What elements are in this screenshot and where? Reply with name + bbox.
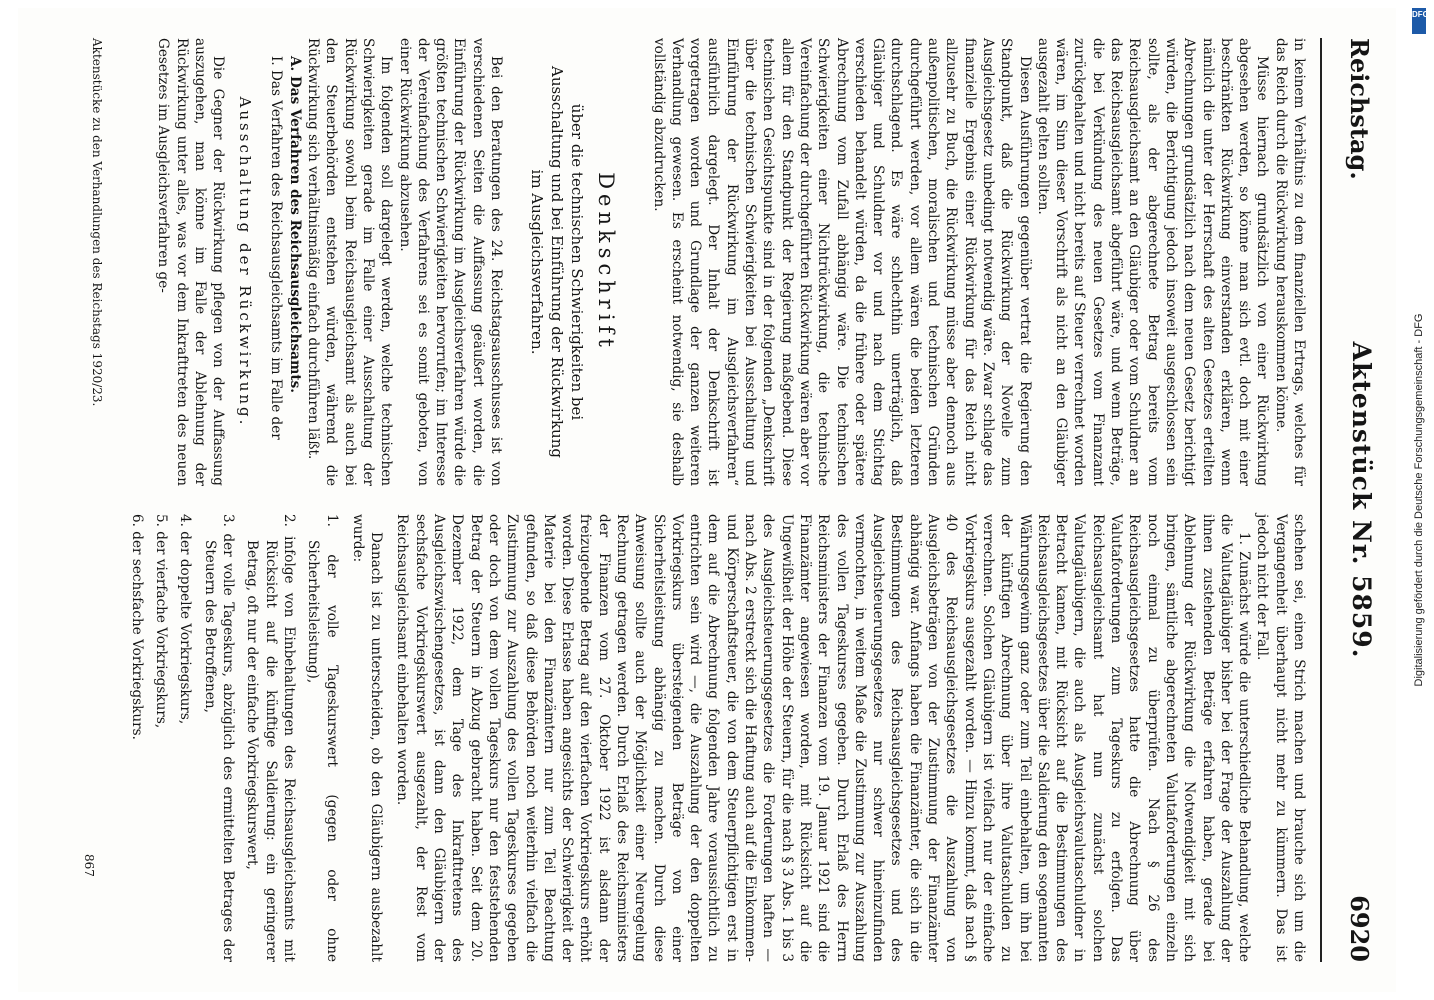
- rotated-page-content: [18, 8, 1396, 992]
- left-paragraph: in keinem Verhältnis zu dem finanziellen Ertrags, welches für das Reich durch die Rückwirkung herauskommen könne.: [1272, 38, 1307, 486]
- right-column: [122, 514, 1308, 962]
- right-paragraph: Danach ist zu unterscheiden, ob den Gläubigern ausbezahlt wurde:: [349, 514, 385, 962]
- list-item: 5. der vierfache Vorkriegskurs,: [153, 514, 170, 729]
- denkschrift-title: Denkschrift: [594, 172, 619, 352]
- payout-list: [128, 514, 341, 962]
- left-paragraph: Die Gegner der Rückwirkung pflegen von der Auffassung auszugehen, man könne im Falle der Ablehnung der Rückwirkung unter alles, was vor dem Inkrafttreten des neuen Gesetzes im Ausgleichsverfahren ge-: [155, 38, 227, 486]
- header-page-number: 6920: [1345, 895, 1374, 962]
- scanned-page: [18, 8, 1396, 992]
- list-item: 2. infolge von Einbehaltungen des Reichsausgleichsamts mit Rücksicht auf die künftige Saldierung: ein geringerer Betrag, oft nur der einfache Vorkriegskurswert,: [244, 514, 297, 962]
- dfg-logo: DFG: [1412, 8, 1426, 34]
- section-a-heading: A. Das Verfahren des Reichsausgleichsamts.: [286, 56, 303, 394]
- list-item: 6. der sechsfache Vorkriegskurs.: [128, 514, 145, 740]
- left-paragraph: Müsse hiernach grundsätzlich von einer Rückwirkung abgesehen werden, so könne man sich evtl. doch mit einer beschränkten Rückwirkung einverstanden erklären, wenn nämlich die unter der Herrschaft des alten Gesetzes erteilten Abrechnungen grundsätzlich nach dem neuen Gesetz berichtigt würden, die Berichtigung jedoch insoweit ausgeschlossen sein sollte, als der abgerechnete Betrag bereits vom Reichsausgleichsamt an den Gläubiger oder vom Schuldner an das Reichsausgleichsamt abgeführt wäre, und wenn Beträge, die bei Verkündung des neuen Gesetzes vom Finanzamt zurückgehalten und nicht bereits auf Steuer verrechnet worden wären, im Sinn dieser Vorschrift als nicht an den Gläubiger ausgezahlt gelten sollten.: [1034, 38, 1271, 486]
- left-paragraph: Im folgenden soll dargelegt werden, welche technischen Schwierigkeiten gerade im Falle einer Ausschaltung der Rückwirkung sowohl beim Reichsausgleichsamt als auch bei den Steuerbehörden entstehen würden, während die Rückwirkung sich verhältnismäßig einfach durchführen läßt.: [305, 38, 395, 486]
- left-paragraph: Bei den Beratungen des 24. Reichstagsausschusses ist von verschiedenen Seiten die Auffassung geäußert worden, die Einführung der Rückwirkung im Ausgleichsverfahren würde die größten technischen Schwierigkeiten hervorrufen; im Interesse der Vereinfachung des Verfahrens sei es somit geboten, von einer Rückwirkung abzusehen.: [396, 38, 505, 486]
- page-number: 867: [82, 854, 96, 877]
- page-header: [1330, 38, 1388, 962]
- header-title: Aktenstück Nr. 5859.: [1347, 341, 1376, 659]
- section-subheading: Ausschaltung der Rückwirkung.: [236, 96, 255, 428]
- header-rule: [1320, 38, 1322, 962]
- right-paragraph: 1. Zunächst würde die unterschiedliche Behandlung, welche die Valutagläubiger bisher bei der Frage der Auszahlung der ihnen zustehenden Beträge erfahren haben, gerade bei Ablehnung der Rückwirkung die Notwendigkeit mit sich bringen, sämtliche abgerechneten Valutaforderungen einzeln noch einmal zu überprüfen. Nach § 26 des Reichsausgleichsgesetzes hatte die Abrechnung über Valutaforderungen zum Tageskurs zu erfolgen. Das Reichsausgleichsamt hat nun zunächst solchen Valutagläubigern, die auch als Ausgleichsvalutaschuldner in Betracht kamen, mit Rücksicht auf die Bestimmungen des Reichsausgleichsgesetzes über die Saldierung den sogenannten Währungsgewinn ganz oder zum Teil einbehalten, um ihn bei der künftigen Abrechnung über ihre Valutaschulden zu verrechnen. Solchen Gläubigern ist vielfach nur der einfache Vorkriegskurs ausgezahlt worden. — Hinzu kommt, daß nach § 40 des Reichsausgleichsgesetzes die Auszahlung von Ausgleichsbeträgen von der Zustimmung der Finanzämter abhängig war. Anfangs haben die Finanzämter, die sich in die Bestimmungen des Reichsausgleichsgesetzes und des Ausgleichsteuerungsgesetzes nur schwer hineinzufinden vermochten, in weitem Maße die Zustimmung zur Auszahlung des vollen Tageskurses gegeben. Durch Erlaß des Herrn Reichsministers der Finanzen vom 19. Januar 1921 sind die Finanzämter angewiesen worden, mit Rücksicht auf die Ungewißheit der Höhe der Steuern, für die nach § 3 Abs. 1 bis 3 des Ausgleichsteuerungsgesetzes die Forderungen haften — nach Abs. 2 erstreckt sich die Haftung auch auf die Einkommen- und Körperschaftsteuer, die von dem Steuerpflichtigen erst in dem auf die Abrechnung folgenden Jahre voraussichtlich zu entrichten sein wird —, die Auszahlung der den doppelten Vorkriegskurs übersteigenden Beträge von einer Sicherheitsleistung abhängig zu machen. Durch diese Anweisung sollte auch der Möglichkeit einer Neuregelung Rechnung getragen werden. Durch Erlaß des Reichsministers der Finanzen vom 27. Oktober 1922 ist alsdann der freizugebende Betrag auf den vierfachen Vorkriegskurs erhöht worden. Diese Erlasse haben angesichts der Schwierigkeit der Materie bei den Finanzämtern nur zum Teil Beachtung gefunden, so daß diese Behörden noch weiterhin vielfach die Zustimmung zur Auszahlung des vollen Tageskurses gegeben oder doch von dem vollen Tageskurs nur den feststehenden Betrag der Steuern in Abzug gebracht haben. Seit dem 20. Dezember 1922, dem Tage des Inkrafttretens des Ausgleichszwischengesetzes, ist dann den Gläubigern der sechsfache Vorkriegskurswert ausgezahlt, der Rest vom Reichsausgleichsamt einbehalten worden.: [394, 514, 1253, 962]
- right-paragraph: schehen sei, einen Strich machen und brauche sich um die Vergangenheit überhaupt nicht mehr zu kümmern. Das ist jedoch nicht der Fall.: [1254, 514, 1307, 962]
- section-i-heading: I. Das Verfahren des Reichsausgleichsamts im Falle der: [268, 56, 285, 440]
- header-left: Reichstag.: [1345, 38, 1374, 180]
- left-paragraph: Diesen Ausführungen gegenüber vertrat die Regierung den Standpunkt, daß die Rückwirkung der Novelle zum Ausgleichsgesetz unbedingt notwendig wäre. Zwar schlage das finanzielle Ergebnis einer Rückwirkung für das Reich nicht allzusehr zu Buch, die Rückwirkung müsse aber dennoch aus außenpolitischen, moralischen und technischen Gründen durchgeführt werden, vor allem wären die beiden letzteren durchschlagend. Es wäre schlechthin unerträglich, daß Gläubiger und Schuldner vor und nach dem Stichtag verschieden behandelt würden, da die frühere oder spätere Abrechnung vom Zufall abhängig wäre. Die technischen Schwierigkeiten einer Nichtrückwirkung, die technische Vereinfachung der durchgeführten Rückwirkung wären aber vor allem für den Standpunkt der Regierung maßgebend. Diese technischen Gesichtspunkte sind in der folgenden „Denkschrift über die technischen Schwierigkeiten bei Ausschaltung und Einführung der Rückwirkung im Ausgleichsverfahren“ ausführlich dargelegt. Der Inhalt der Denkschrift ist vorgetragen worden und Grundlage der ganzen weiteren Verhandlung gewesen. Es erscheint notwendig, sie deshalb vollständig abzudrucken.: [650, 38, 1033, 486]
- footnote: Aktenstücke zu den Verhandlungen des Reichstags 1920/23.: [90, 38, 104, 407]
- left-column: [154, 38, 1308, 486]
- list-item: 4. der doppelte Vorkriegskurs,: [177, 514, 194, 725]
- list-item: 3. der volle Tageskurs, abzüglich des ermittelten Betrages der Steuern des Betroffenen,: [201, 514, 237, 962]
- list-item: 1. der volle Tageskurswert (gegen oder ohne Sicherheitsleistung),: [305, 514, 340, 962]
- digitization-notice: [1404, 0, 1434, 1000]
- digitization-notice-text: Digitalisierung gefördert durch die Deutsche Forschungsgemeinschaft - DFG: [1413, 313, 1425, 687]
- denkschrift-subtitle: über die technischen Schwierigkeiten bei Ausschaltung und bei Einführung der Rückwirkung im Ausgleichsverfahren.: [528, 66, 587, 458]
